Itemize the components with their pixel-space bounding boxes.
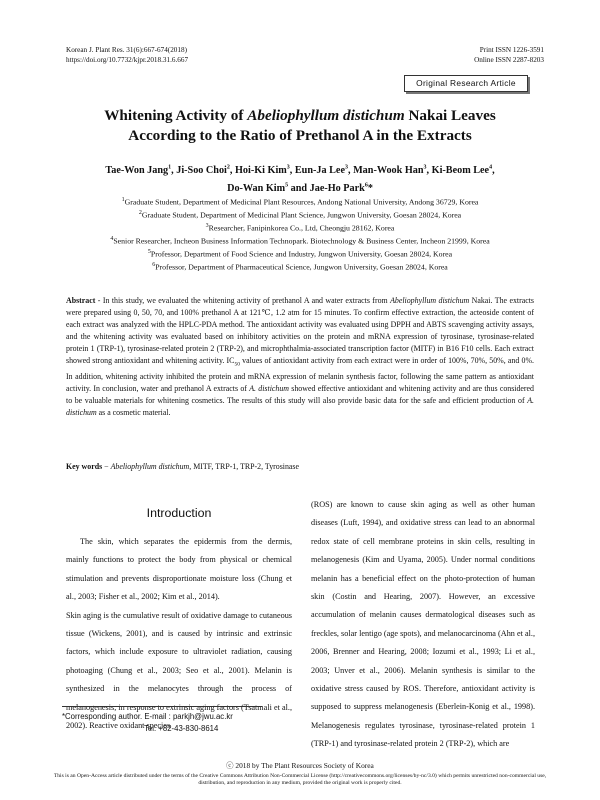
author: Eun-Ja Lee$^3$, (294, 165, 354, 177)
affiliation: $^3$Researcher, Fanipinkorea Co., Ltd, Cheongju 28162, Korea (205, 223, 395, 233)
journal-citation: Korean J. Plant Res. 31(6):667-674(2018) (66, 46, 187, 54)
author: Jae-Ho Park$^6$* (309, 182, 373, 195)
keywords: Key words − Abeliophyllum distichum, MITF, TRP-1, TRP-2, Tyrosinase (66, 462, 299, 471)
body-column-left (66, 496, 292, 735)
paragraph: The skin, which separates the epidermis from the dermis, mainly functions to protect the body from physical or chemical stimulation and prevents disproportionate moisture loss (Chung et al., 2003; Fisher et al., 2002; Kim et al., 2014). (66, 537, 292, 602)
print-issn: Print ISSN 1226-3591 (479, 46, 544, 54)
author: Hoi-Ki Kim$^3$, (234, 165, 295, 177)
section-heading-introduction: Introduction (146, 506, 212, 520)
affiliation-list (66, 195, 534, 273)
affiliation: $^2$Graduate Student, Department of Medicinal Plant Science, Jungwon University, Goesan 28024, Korea (138, 210, 462, 220)
author: Ji-Soo Choi$^2$, (176, 165, 235, 177)
affiliation: $^1$Graduate Student, Department of Medicinal Plant Resources, Andong National University, Andong 36729, Korea (121, 197, 479, 207)
author: Man-Wook Han$^3$, (353, 165, 432, 177)
journal-header (66, 46, 188, 65)
doi-link[interactable]: https://doi.org/10.7732/kjpr.2018.31.6.667 (66, 55, 189, 64)
paragraph: Skin aging is the cumulative result of oxidative damage to cutaneous tissue (Wickens, 2001), and is caused by intrinsic and extrinsic factors, which include exposure to ultraviolet radiation, causing photoaging (Chung et al., 2003; Seo et al., 2001). Melanin is synthesized in the melanocytes through the process of melanogenesis, in response to extrinsic aging factors (Tsatmali et al., 2002). Reactive oxidant species (66, 610, 292, 731)
affiliation: $^6$Professor, Department of Pharmaceutical Science, Jungwon University, Goesan 28024, Korea (152, 262, 448, 272)
license-notice: This is an Open-Access article distributed under the terms of the Creative Commons Attribution Non-Commercial License (http://creativecommons.org/licenses/by-nc/3.0) which permits unrestricted non-commercial use, distribution, and reproduction in any medium, provided the original work is properly cited. (53, 773, 547, 787)
paragraph: (ROS) are known to cause skin aging as well as other human diseases (Luft, 1994), and oxidative stress can lead to an abnormal redox state of cell membrane proteins in skin cells, resulting in melanogenesis (Kim and Uyama, 2005). Under normal conditions melanin has a beneficial effect on the photo-protection of human skin (Costin and Hearing, 2007). However, an excessive accumulation of melanin causes dermatological diseases such as freckles, solar lentigo (age spots), and melanocarcinoma (Ahn et al., 2006, Brenner and Hearing, 2008; Iozumi et al., 1993; Li et al., 2003; Unver et al., 2006). Melanin synthesis is similar to the oxidative stress caused by ROS. Therefore, antioxidant activity is supposed to suppress melanogenesis (Eberlein-Konig et al., 1998). Melanogenesis regulates tyrosinase, tyrosinase-related protein 1 (TRP-1) and tyrosinase-related protein 2 (TRP-2), which are (311, 500, 535, 749)
body-column-right (311, 496, 535, 754)
author: Do-Wan Kim$^5$ and (227, 182, 310, 195)
abstract: Abstract - In this study, we evaluated the whitening activity of prethanol A and water extracts from Abeliophyllum distichum Nakai. The extracts were prepared using 0, 50, 70, and 100% prethanol A at 121℃, 1.2 atm for 15 minutes. To confirm effective extraction, the acteoside content of each extract was analyzed with the HPLC-PDA method. The antioxidant activity was evaluated using DPPH and ABTS scavenging activity assays, and the whitening activity was evaluated based on inhibitory activities on the protein and mRNA expression of tyrosinase, tyrosinase-related protein 1 (TRP-1), tyrosinase-related protein 2 (TRP-2), and microphthalmia-associated transcription factor (MITF) in B16 F10 cells. Each extract showed strong antioxidant and whitening activity. $IC_{50}$ values of antioxidant activity from each extract were in order of 100%, 70%, 50%, and 0%. In addition, whitening activity inhibited the protein and mRNA expression of melanin synthesis factor, following the same pattern as antioxidant activity. In conclusion, water and prethanol A extracts of A. distichum showed effective antioxidant and whitening activity and are thus considered to be valuable materials for whitening cosmetics. The results of this study will also provide basic data for the safe and efficient production of A. distichum as a cosmetic material. (66, 296, 535, 417)
abstract-label: Abstract (66, 296, 96, 305)
author-list (70, 161, 530, 197)
corresponding-author (62, 711, 233, 735)
corresponding-phone: Tel. +82-43-830-8614 (144, 724, 219, 733)
title-line-2: According to the Ratio of Prethanol A in the Extracts (128, 127, 472, 144)
paper-title (60, 106, 540, 146)
copyright-notice: ⓒ 2018 by The Plant Resources Society of Korea (226, 761, 374, 770)
keywords-label: Key words (66, 462, 103, 471)
corresponding-email: *Corresponding author. E-mail : parkjh@jwu.ac.kr (62, 712, 233, 721)
author: Ki-Beom Lee$^4$, (431, 165, 495, 177)
issn-block (474, 46, 544, 65)
affiliation: $^4$Senior Researcher, Incheon Business Information Technopark. Biotechnology & Business Center, Incheon 21999, Korea (110, 236, 490, 246)
online-issn: Online ISSN 2287-8203 (474, 55, 544, 64)
article-type-badge: Original Research Article (404, 75, 528, 92)
affiliation: $^5$Professor, Department of Food Science and Industry, Jungwon University, Goesan 28024, Korea (147, 249, 453, 259)
footnote-divider (62, 706, 262, 707)
title-prefix: Whitening Activity of (104, 107, 248, 124)
author: Tae-Won Jang$^1$, (105, 165, 177, 177)
title-suffix: Nakai Leaves (404, 107, 496, 124)
title-species: Abeliophyllum distichum (247, 107, 405, 124)
